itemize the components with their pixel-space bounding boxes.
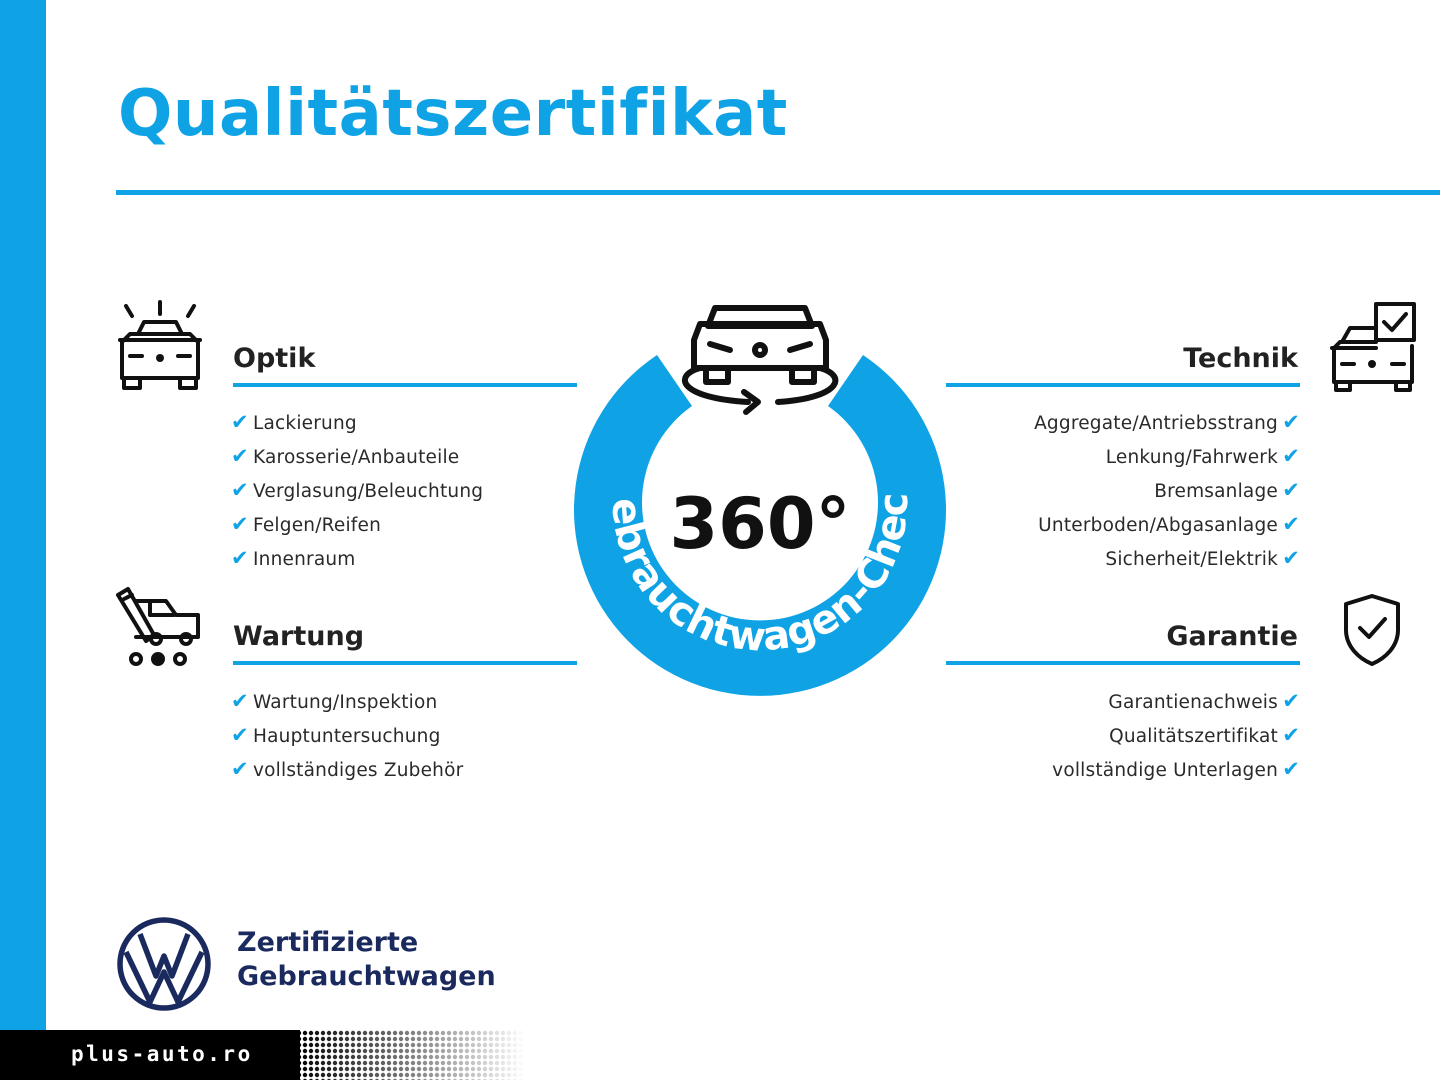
section-title-wartung: Wartung (233, 621, 365, 652)
car-rotate-icon (685, 308, 836, 412)
list-item: Bremsanlage ✔ (1034, 473, 1300, 507)
list-item: ✔ Karosserie/Anbauteile (231, 439, 483, 473)
optik-list (231, 405, 483, 575)
list-item: ✔ Innenraum (231, 541, 483, 575)
list-item: Qualitätszertifikat ✔ (1052, 718, 1300, 752)
list-item: Sicherheit/Elektrik ✔ (1034, 541, 1300, 575)
section-title-garantie: Garantie (1166, 621, 1298, 652)
list-item: ✔ Verglasung/Beleuchtung (231, 473, 483, 507)
list-item: ✔ Felgen/Reifen (231, 507, 483, 541)
service-trolley-icon (114, 585, 206, 673)
check-icon: ✔ (1282, 478, 1300, 502)
vw-logo (116, 916, 212, 1016)
section-title-optik: Optik (233, 343, 316, 374)
list-item: Garantienachweis ✔ (1052, 684, 1300, 718)
ring-text: ebrauchtwagen-Chec (602, 492, 918, 662)
check-icon: ✔ (1282, 444, 1300, 468)
left-accent-bar (0, 0, 46, 1032)
list-item: ✔ vollständiges Zubehör (231, 752, 463, 786)
list-item: Unterboden/Abgasanlage ✔ (1034, 507, 1300, 541)
check-icon: ✔ (1282, 410, 1300, 434)
check-icon: ✔ (231, 689, 249, 713)
list-item: ✔ Hauptuntersuchung (231, 718, 463, 752)
degrees-label: 360° (669, 483, 851, 565)
footer-site-label: plus-auto.ro (71, 1042, 253, 1066)
section-rule-wartung (233, 661, 577, 665)
list-item: vollständige Unterlagen ✔ (1052, 752, 1300, 786)
list-item: ✔ Wartung/Inspektion (231, 684, 463, 718)
list-item: ✔ Lackierung (231, 405, 483, 439)
car-checkbox-icon (1328, 302, 1420, 396)
brand-line-2: Gebrauchtwagen (237, 961, 496, 992)
section-rule-optik (233, 383, 577, 387)
section-title-technik: Technik (1183, 343, 1298, 374)
check-icon: ✔ (231, 410, 249, 434)
list-item: Aggregate/Antriebsstrang ✔ (1034, 405, 1300, 439)
check-icon: ✔ (231, 723, 249, 747)
check-icon: ✔ (1282, 689, 1300, 713)
brand-line-1: Zertifizierte (237, 927, 419, 958)
check-icon: ✔ (231, 444, 249, 468)
section-rule-garantie (946, 661, 1300, 665)
garantie-list (1052, 684, 1300, 786)
check-icon: ✔ (231, 757, 249, 781)
page-title: Qualitätszertifikat (118, 77, 788, 151)
car-alert-icon (114, 300, 206, 398)
check-360-graphic (560, 288, 960, 712)
list-item: Lenkung/Fahrwerk ✔ (1034, 439, 1300, 473)
check-icon: ✔ (231, 546, 249, 570)
technik-list (1034, 405, 1300, 575)
check-icon: ✔ (231, 478, 249, 502)
check-icon: ✔ (1282, 512, 1300, 536)
brand-text (237, 926, 496, 994)
shield-check-icon (1340, 592, 1404, 672)
check-icon: ✔ (1282, 546, 1300, 570)
section-rule-technik (946, 383, 1300, 387)
check-icon: ✔ (231, 512, 249, 536)
wartung-list (231, 684, 463, 786)
check-icon: ✔ (1282, 723, 1300, 747)
footer-halftone (296, 1030, 526, 1084)
title-divider (116, 190, 1440, 195)
check-icon: ✔ (1282, 757, 1300, 781)
